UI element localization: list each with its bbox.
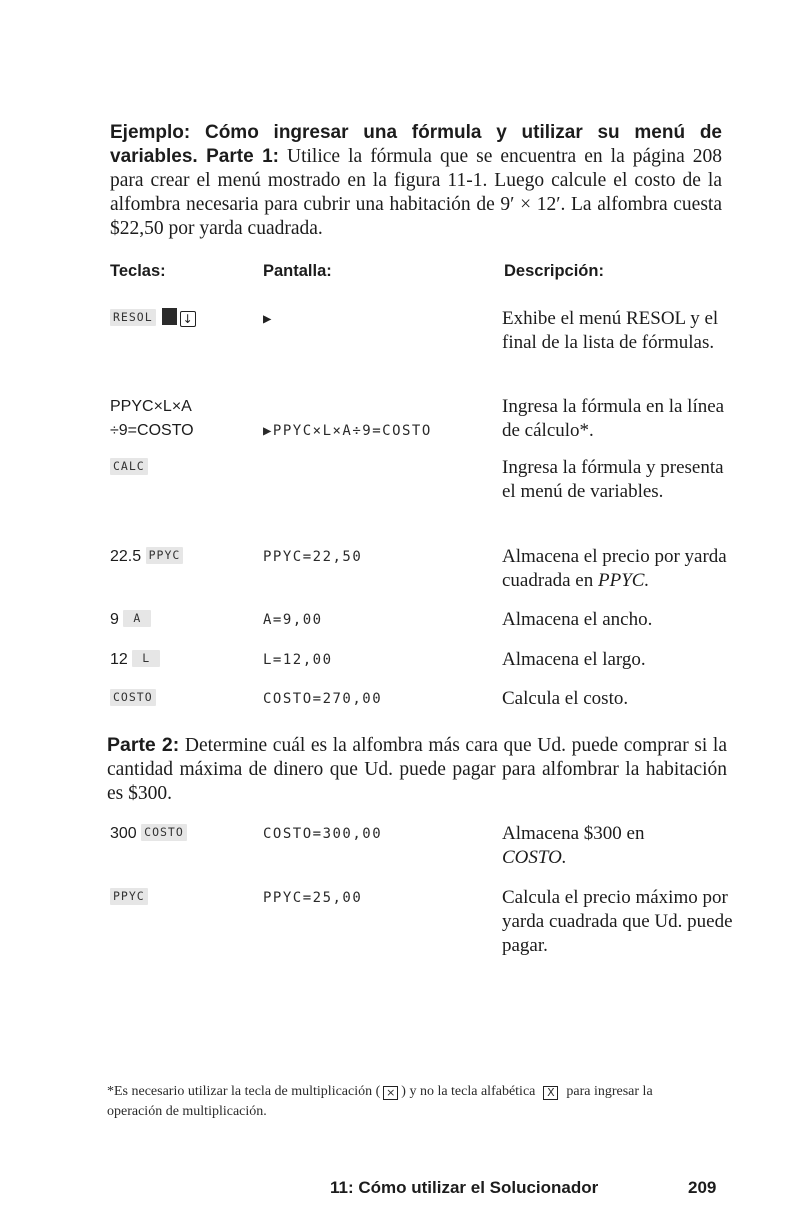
- display-cell: A=9,00: [263, 612, 323, 628]
- variable-name: PPYC.: [598, 570, 650, 591]
- part2-text: Determine cuál es la alfombra más cara que Ud. puede comprar si la cantidad máxima de dinero que Ud. puede pagar para alfombrar la habitación es $300.: [107, 735, 727, 804]
- description-text: Almacena $300 en: [502, 823, 645, 844]
- formula-keys-line-1: PPYC×L×A: [110, 398, 192, 415]
- description-cell: Ingresa la fórmula y presenta el menú de variables.: [502, 457, 724, 502]
- keys-cell: [110, 456, 250, 480]
- column-header-display: Pantalla:: [263, 262, 332, 280]
- display-cell: ▶PPYC×L×A÷9=COSTO: [263, 423, 432, 439]
- x-letter-key-icon: X: [543, 1086, 558, 1100]
- l-softkey: L: [132, 650, 160, 667]
- column-header-description: Descripción:: [504, 262, 604, 280]
- column-header-keys: Teclas:: [110, 262, 166, 280]
- display-cell: [263, 307, 498, 331]
- costo-softkey: COSTO: [110, 689, 156, 706]
- description-cell: Calcula el costo.: [502, 688, 629, 709]
- description-cell: Exhibe el menú RESOL y el final de la lista de fórmulas.: [502, 308, 719, 353]
- entry-value: 9: [110, 611, 119, 628]
- footnote-text: *Es necesario utilizar la tecla de multiplicación (: [107, 1084, 381, 1099]
- description-cell: Almacena el largo.: [502, 649, 646, 670]
- entry-value: 22.5: [110, 548, 142, 565]
- entry-value: 12: [110, 651, 128, 668]
- description-cell: Ingresa la fórmula en la línea de cálculo*.: [502, 396, 725, 441]
- keys-cell: [110, 608, 250, 632]
- ppyc-softkey: PPYC: [110, 888, 148, 905]
- keys-cell: [110, 395, 250, 443]
- shift-key-icon: [162, 308, 177, 325]
- display-cell: COSTO=270,00: [263, 691, 383, 707]
- footnote: [107, 1082, 707, 1122]
- description-text: Almacena el precio por yarda cuadrada en: [502, 546, 727, 591]
- description-cell: Almacena el ancho.: [502, 609, 653, 630]
- description-cell: [502, 545, 742, 593]
- example-text: Utilice la fórmula que se encuentra en la página 208 para crear el menú mostrado en la figura 11-1. Luego calcule el costo de la alfombra necesaria para cubrir una habitación de 9′ × 12′. La alfombra cuesta $22,50 por yarda cuadrada.: [110, 146, 723, 239]
- display-cell: PPYC=25,00: [263, 890, 363, 906]
- intro-paragraph: [110, 121, 722, 241]
- keys-cell: [110, 648, 250, 672]
- keys-cell: [110, 822, 250, 846]
- multiply-key-icon: ×: [383, 1086, 398, 1100]
- costo-softkey: COSTO: [141, 824, 187, 841]
- keys-cell: [110, 307, 250, 331]
- ppyc-softkey: PPYC: [146, 547, 184, 564]
- footnote-text: ) y no la tecla alfabética: [401, 1084, 536, 1099]
- variable-name: COSTO.: [502, 847, 567, 868]
- description-cell: Calcula el precio máximo por yarda cuadrada que Ud. puede pagar.: [502, 887, 733, 956]
- footnote-text: para ingresar la operación de multiplicación.: [107, 1084, 653, 1119]
- resol-softkey: RESOL: [110, 309, 156, 326]
- display-cell: L=12,00: [263, 652, 333, 668]
- cursor-arrow-icon: ▶: [263, 311, 273, 327]
- keys-cell: [110, 687, 250, 711]
- arrow-down-key-icon: ↓: [180, 311, 196, 327]
- example-heading: Ejemplo: Cómo ingresar una fórmula y utilizar su menú de variables. Parte 1:: [110, 122, 722, 167]
- keys-cell: [110, 886, 250, 910]
- a-softkey: A: [123, 610, 151, 627]
- description-cell: [502, 822, 742, 870]
- page-number: 209: [688, 1178, 717, 1197]
- chapter-footer: 11: Cómo utilizar el Solucionador: [330, 1178, 599, 1197]
- part2-heading: Parte 2:: [107, 734, 180, 756]
- entry-value: 300: [110, 825, 137, 842]
- calc-softkey: CALC: [110, 458, 148, 475]
- display-cell: PPYC=22,50: [263, 549, 363, 565]
- keys-cell: [110, 545, 250, 569]
- part2-paragraph: [107, 733, 727, 806]
- display-cell: COSTO=300,00: [263, 826, 383, 842]
- formula-keys-line-2: ÷9=COSTO: [110, 422, 194, 439]
